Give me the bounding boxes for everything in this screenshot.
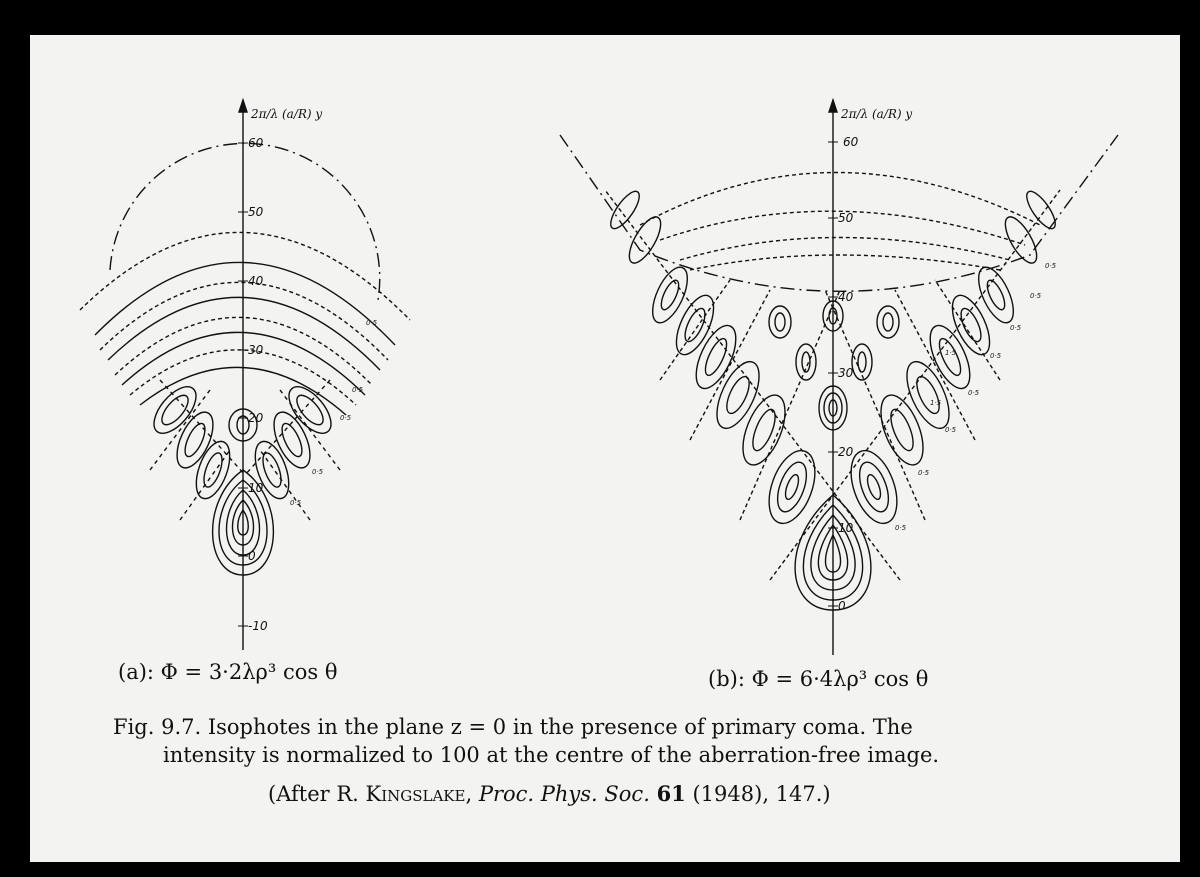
tick-label: -10: [248, 619, 268, 633]
contour-label: 0·5: [968, 389, 980, 397]
tick-label: 40: [248, 274, 264, 288]
panel-a-boundary-circle: [110, 143, 380, 300]
tick-label: 60: [248, 136, 264, 150]
attribution-prefix: (After R.: [268, 782, 366, 806]
panel-a-contour-labels: [290, 319, 378, 507]
panel-b-axis-label: 2π/λ (a/R) y: [841, 107, 913, 121]
tick-label: 0: [838, 599, 846, 613]
tick-label: 10: [248, 481, 264, 495]
contour-label: 0·5: [352, 386, 364, 394]
contour-label: 0·5: [312, 468, 324, 476]
attribution-volume: 61: [656, 781, 686, 806]
caption-text: Isophotes in the plane z = 0 in the presence of primary coma. The: [207, 715, 913, 739]
contour-label: 0·5: [895, 524, 907, 532]
contour-label: 0·5: [366, 319, 378, 327]
panel-a-diagonals: [150, 380, 340, 520]
tick-label: 10: [838, 521, 854, 535]
caption-line-1: [113, 715, 913, 739]
contour-label: 0·5: [1010, 324, 1022, 332]
panel-a-subcaption: (a): Φ = 3·2λρ³ cos θ: [118, 660, 338, 684]
attribution-author: Kingslake: [365, 782, 466, 806]
attribution: (After R. Kingslake, Proc. Phys. Soc. 61 (1948), 147.): [268, 781, 831, 806]
panel-b-subcaption: (b): Φ = 6·4λρ³ cos θ: [708, 667, 929, 691]
tick-label: 20: [838, 445, 854, 459]
caption-line-2: intensity is normalized to 100 at the centre of the aberration-free image.: [163, 743, 940, 767]
tick-label: 50: [838, 211, 854, 225]
figure-page: [30, 35, 1180, 862]
tick-label: 40: [838, 290, 854, 304]
contour-label: 0·5: [990, 352, 1002, 360]
panel-a-axis-label: 2π/λ (a/R) y: [251, 107, 323, 121]
tick-label: 20: [248, 411, 264, 425]
contour-label: 0·5: [918, 469, 930, 477]
tick-label: 0: [248, 549, 256, 563]
contour-label: 0·5: [1030, 292, 1042, 300]
attribution-suffix: (1948), 147.): [692, 782, 831, 806]
contour-label: 0·5: [1045, 262, 1057, 270]
tick-label: 30: [838, 366, 854, 380]
contour-label: 1·5: [930, 399, 942, 407]
contour-label: 0·5: [945, 426, 957, 434]
attribution-journal: Proc. Phys. Soc.: [478, 782, 650, 806]
figure-number: Fig. 9.7.: [113, 715, 202, 739]
tick-label: 60: [843, 135, 859, 149]
tick-label: 50: [248, 205, 264, 219]
contour-label: 1·5: [945, 349, 957, 357]
contour-label: 0·5: [340, 414, 352, 422]
contour-label: 0·5: [290, 499, 302, 507]
tick-label: 30: [248, 343, 264, 357]
